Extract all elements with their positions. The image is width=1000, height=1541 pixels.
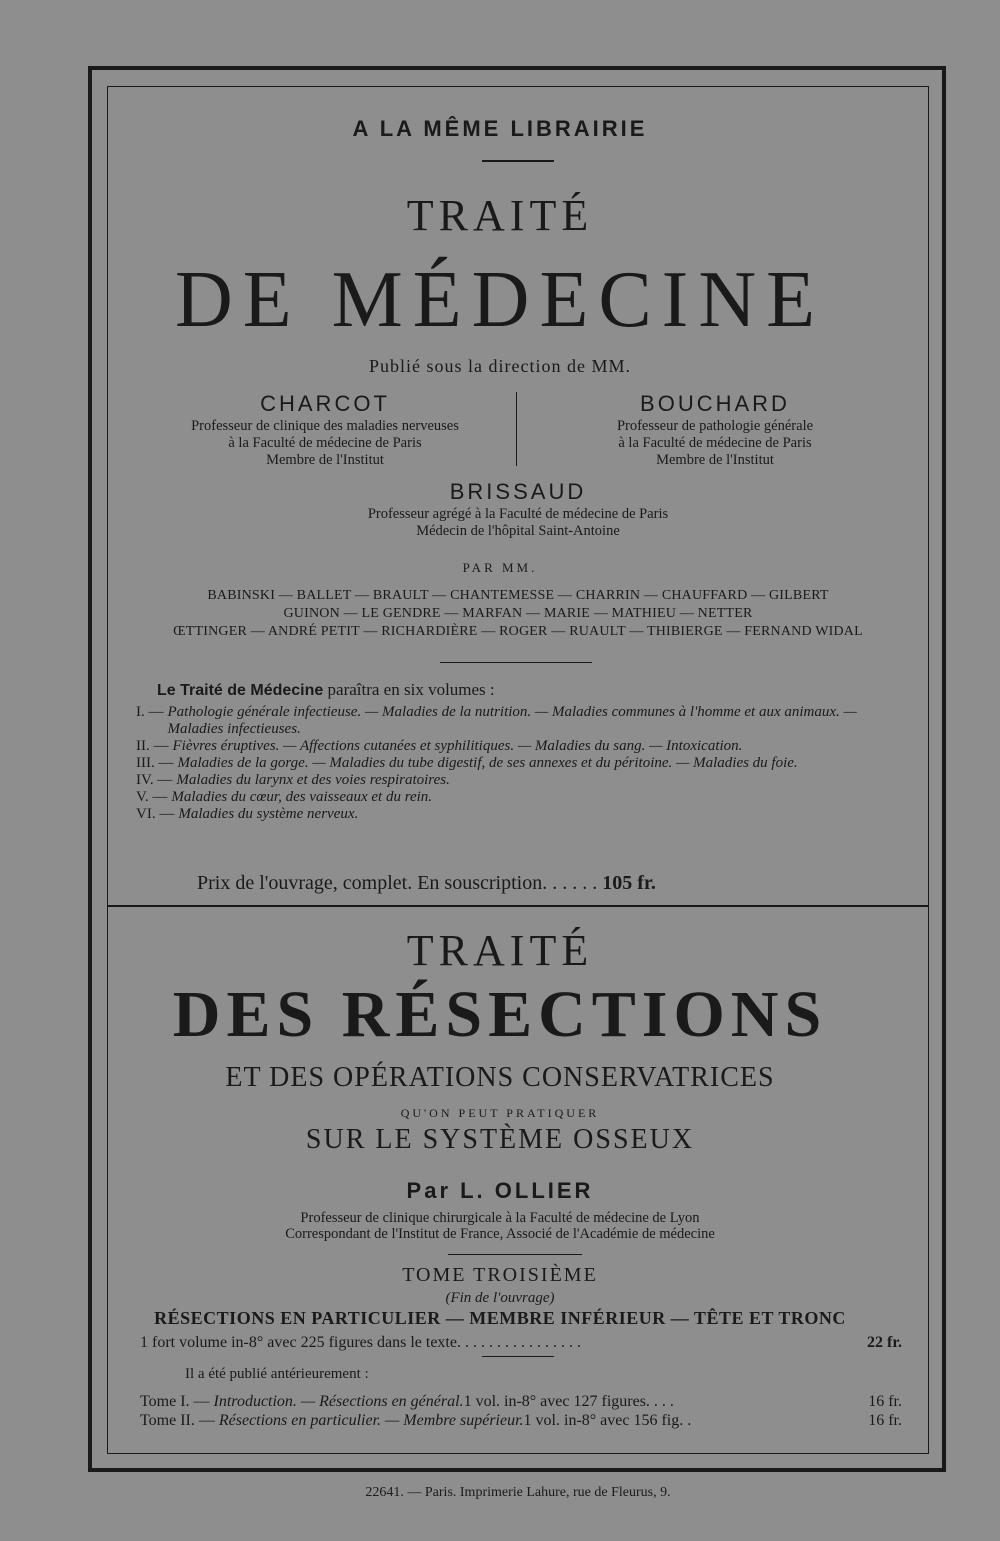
- book1-price: [197, 872, 656, 895]
- tome-parts: RÉSECTIONS EN PARTICULIER — MEMBRE INFÉRIEUR — TÊTE ET TRONC: [154, 1308, 846, 1328]
- author-desc-line: Professeur de clinique chirurgicale à la Faculté de médecine de Lyon: [300, 1210, 700, 1226]
- price-label: Prix de l'ouvrage, complet. En souscription. . . . . .: [197, 872, 598, 894]
- volume-line: 1 fort volume in-8° avec 225 figures dans le texte. . . . . . . . . . . . . . . . 22 fr.: [140, 1334, 902, 1351]
- book2-title-line1: TRAITÉ: [406, 926, 594, 975]
- header-rule: [482, 160, 554, 162]
- author-desc-line: Correspondant de l'Institut de France, Associé de l'Académie de médecine: [285, 1226, 715, 1242]
- editor-charcot: [130, 390, 520, 469]
- book2-author-desc: [0, 1210, 1000, 1242]
- book2-title-line5: SUR LE SYSTÈME OSSEUX: [305, 1124, 695, 1155]
- list-item: IV. — Maladies du larynx et des voies respiratoires.: [136, 772, 450, 788]
- editor-name: CHARCOT: [260, 391, 390, 416]
- publisher-header: A LA MÊME LIBRAIRIE: [352, 116, 648, 141]
- editor-desc-line: Médecin de l'hôpital Saint-Antoine: [416, 523, 620, 539]
- book1-direction: Publié sous la direction de MM.: [369, 356, 631, 376]
- price-value: 105 fr.: [602, 872, 656, 894]
- tome-note: (Fin de l'ouvrage): [445, 1290, 555, 1306]
- section-divider: [107, 905, 929, 907]
- list-item: I. — Pathologie générale infectieuse. — Maladies de la nutrition. — Maladies communes à l'homme et aux animaux. — Maladies infectieuses.: [136, 704, 857, 737]
- tome-label: TOME TROISIÈME: [402, 1264, 598, 1286]
- volume-price: 22 fr.: [867, 1334, 902, 1351]
- author-rule: [448, 1254, 582, 1255]
- editor-name: BRISSAUD: [449, 479, 587, 504]
- editor-divider: [516, 392, 517, 466]
- book2-title-line3: ET DES OPÉRATIONS CONSERVATRICES: [225, 1062, 775, 1093]
- authors-rule: [440, 662, 592, 663]
- authors-line: ŒTTINGER — ANDRÉ PETIT — RICHARDIÈRE — ROGER — RUAULT — THIBIERGE — FERNAND WIDAL: [173, 624, 863, 639]
- intro-title: Le Traité de Médecine: [157, 682, 324, 699]
- editor-desc-line: Professeur de clinique des maladies nerveuses: [191, 418, 459, 434]
- book2-byline: Par L. OLLIER: [406, 1178, 594, 1203]
- editor-desc-line: Membre de l'Institut: [266, 452, 384, 468]
- list-item: III. — Maladies de la gorge. — Maladies du tube digestif, de ses annexes et du péritoine. — Maladies du foie.: [136, 755, 798, 771]
- editor-bouchard: [520, 390, 910, 469]
- editor-desc-line: Membre de l'Institut: [656, 452, 774, 468]
- volumes-intro: [157, 680, 495, 700]
- book2-title-line4: QU'ON PEUT PRATIQUER: [400, 1106, 600, 1120]
- list-item: V. — Maladies du cœur, des vaisseaux et du rein.: [136, 789, 433, 805]
- editor-name: BOUCHARD: [640, 391, 790, 416]
- editor-brissaud: [0, 478, 1000, 540]
- price-rule: [482, 1356, 554, 1357]
- book1-title-line1: TRAITÉ: [406, 191, 594, 240]
- editor-desc-line: à la Faculté de médecine de Paris: [228, 435, 422, 451]
- printer-footer: 22641. — Paris. Imprimerie Lahure, rue de Fleurus, 9.: [365, 1485, 671, 1500]
- editor-desc-line: à la Faculté de médecine de Paris: [618, 435, 812, 451]
- previously-published: Il a été publié antérieurement :: [185, 1366, 369, 1382]
- authors-line: BABINSKI — BALLET — BRAULT — CHANTEMESSE — CHARRIN — CHAUFFARD — GILBERT: [207, 588, 829, 603]
- list-item: II. — Fièvres éruptives. — Affections cutanées et syphilitiques. — Maladies du sang. — Intoxication.: [136, 738, 743, 754]
- prior-volume: Tome II. — Résections en particulier. — Membre supérieur. 1 vol. in-8° avec 156 fig. . 16 fr.: [140, 1412, 902, 1429]
- editor-desc-line: Professeur agrégé à la Faculté de médecine de Paris: [367, 506, 669, 522]
- editor-desc-line: Professeur de pathologie générale: [616, 418, 814, 434]
- list-item: VI. — Maladies du système nerveux.: [136, 806, 359, 822]
- par-mm: PAR MM.: [462, 560, 538, 575]
- prior-volume: Tome I. — Introduction. — Résections en général. 1 vol. in-8° avec 127 figures. . . . 16 fr.: [140, 1393, 902, 1410]
- prior-price: 16 fr.: [868, 1412, 902, 1429]
- intro-rest: paraîtra en six volumes :: [323, 680, 495, 699]
- authors-line: GUINON — LE GENDRE — MARFAN — MARIE — MATHIEU — NETTER: [283, 606, 753, 621]
- prior-price: 16 fr.: [868, 1393, 902, 1410]
- book2-title-line2: DES RÉSECTIONS: [172, 978, 828, 1051]
- book1-title-line2: DE MÉDECINE: [175, 256, 825, 344]
- volume-list: [136, 704, 906, 823]
